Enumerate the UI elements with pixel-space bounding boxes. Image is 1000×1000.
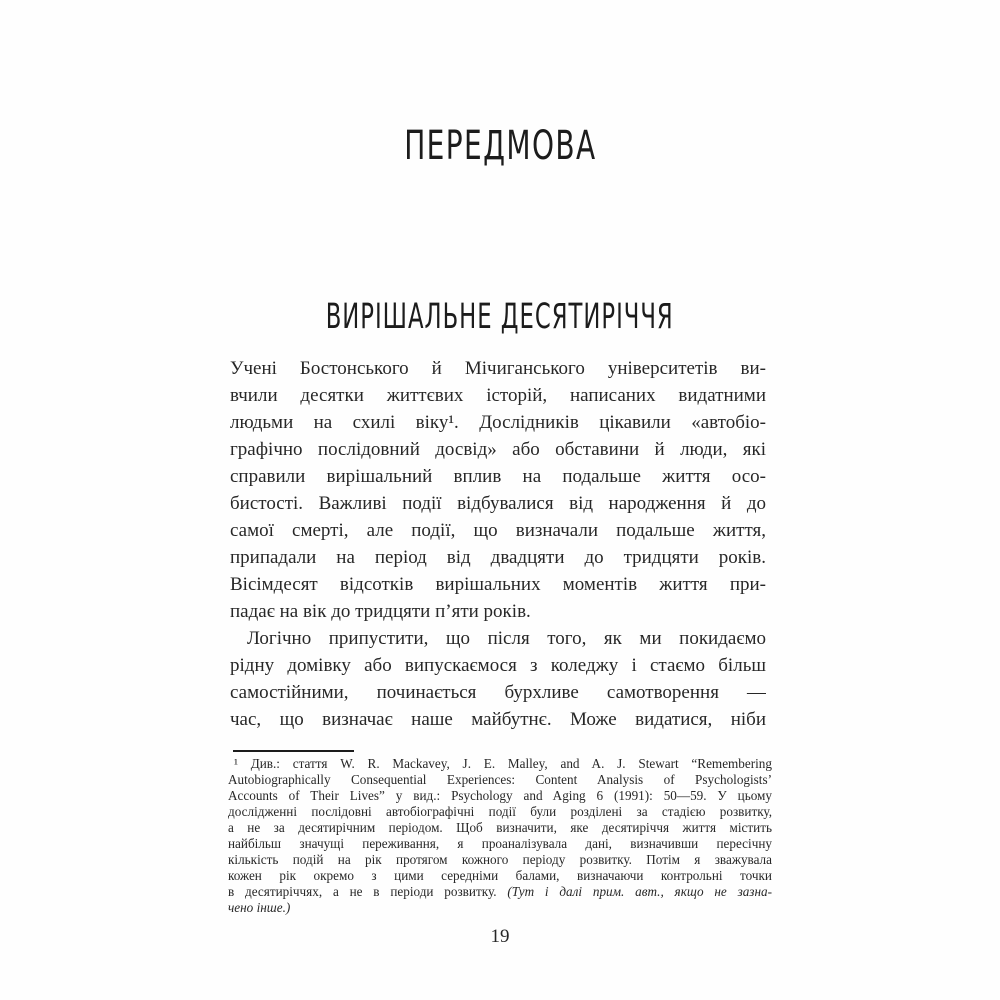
body-line: Логічно припустити, що після того, як ми покидаємо — [247, 628, 766, 649]
body-line: самої смерті, але події, що визначали подальше життя, — [230, 520, 766, 541]
footnote-line: найбільш значущі переживання, я проаналізувала дані, визначивши пересічну — [228, 836, 772, 851]
section-heading-text: ВИРІШАЛЬНЕ ДЕСЯТИРІЧЧЯ — [325, 297, 674, 337]
chapter-title — [0, 123, 1000, 169]
footnote-line: Accounts of Their Lives” у вид.: Psychology and Aging 6 (1991): 50—59. У цьому — [228, 788, 772, 803]
body-line: самостійними, починається бурхливе самотворення — — [230, 682, 766, 703]
paragraph — [230, 625, 766, 733]
body-line: справили вирішальний вплив на подальше життя осо- — [230, 466, 766, 487]
footnote-text — [228, 756, 772, 916]
footnote-line — [228, 884, 772, 900]
body-line: Учені Бостонського й Мічиганського університетів ви- — [230, 358, 766, 379]
body-text — [230, 355, 766, 733]
footnote-line — [228, 900, 772, 916]
page-number: 19 — [490, 926, 510, 947]
footnote-line: дослідженні послідовні автобіографічні події були розділені за стадією розвитку, — [228, 804, 772, 819]
footnote-line: кожен рік окремо з цими середніми балами, визначаючи контрольні точки — [228, 868, 772, 883]
footnote-line: а не за десятирічним періодом. Щоб визначити, яке десятиріччя життя містить — [228, 820, 772, 835]
footnote-line: Autobiographically Consequential Experiences: Content Analysis of Psychologists’ — [228, 772, 772, 787]
footnote-rule — [233, 750, 354, 752]
paragraph — [230, 355, 766, 625]
body-line: людьми на схилі віку¹. Дослідників цікавили «автобіо- — [230, 412, 766, 433]
body-line: бистості. Важливі події відбувалися від народження й до — [230, 493, 766, 514]
section-heading — [0, 297, 1000, 337]
body-line: Вісімдесят відсотків вирішальних моментів життя при- — [230, 574, 766, 595]
body-line: час, що визначає наше майбутнє. Може видатися, ніби — [230, 709, 766, 730]
body-line: рідну домівку або випускаємося з коледжу і стаємо більш — [230, 655, 766, 676]
chapter-title-text: ПЕРЕДМОВА — [403, 123, 597, 169]
footnote — [228, 744, 772, 916]
body-line: припадали на період від двадцяти до тридцяти років. — [230, 547, 766, 568]
body-line: графічно послідовний досвід» або обставини й люди, які — [230, 439, 766, 460]
footnote-line-regular: в десятиріччях, а не в періоди розвитку. — [228, 884, 508, 899]
footnote-line: кількість подій на рік протягом кожного періоду розвитку. Потім я зважувала — [228, 852, 772, 867]
footnote-line-italic: чено інше.) — [228, 900, 291, 915]
footnote-line-italic: (Тут і далі прим. авт., якщо не зазна- — [507, 884, 772, 899]
body-line: вчили десятки життєвих історій, написаних видатними — [230, 385, 766, 406]
body-line: падає на вік до тридцяти п’яти років. — [230, 601, 531, 622]
footnote-line: ¹ Див.: стаття W. R. Mackavey, J. E. Malley, and A. J. Stewart “Remembering — [234, 756, 772, 771]
